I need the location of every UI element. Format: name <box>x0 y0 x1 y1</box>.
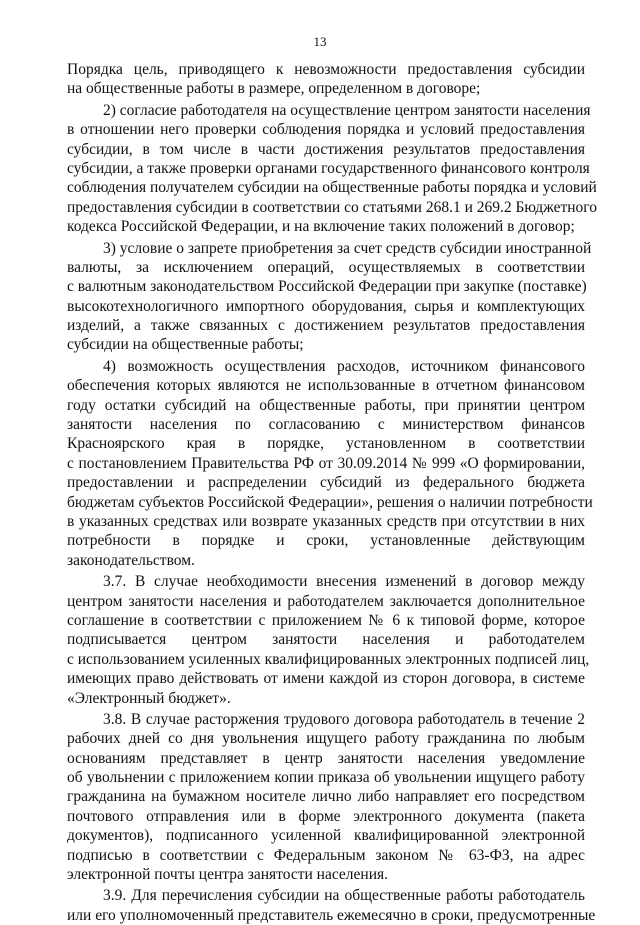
text-line: 3.7. В случае необходимости внесения изменений в договор между <box>103 573 585 591</box>
text-line: 3.8. В случае расторжения трудового договора работодатель в течение 2 <box>103 710 585 728</box>
text-line: году остатки субсидий на общественные работы, при принятии центром <box>67 396 585 414</box>
text-line: 2) согласие работодателя на осуществление центром занятости населения <box>103 101 591 119</box>
text-line: потребности в порядке и сроки, установленные действующим <box>67 532 585 550</box>
text-line: 3) условие о запрете приобретения за счет средств субсидии иностранной <box>103 239 592 257</box>
text-line: обеспечения которых являются не использованные в отчетном финансовом <box>67 377 585 395</box>
text-line: соблюдения получателем субсидии на общественные работы порядка и условий <box>67 179 597 197</box>
text-line: подписью в соответствии с Федеральным законом № 63-ФЗ, на адрес <box>67 846 585 864</box>
text-line: основаниям представляет в центр занятости населения уведомление <box>67 749 585 767</box>
text-line: подписывается центром занятости населения и работодателем <box>67 631 585 649</box>
text-line: в отношении него проверки соблюдения порядка и условий предоставления <box>67 121 585 139</box>
text-line: занятости населения по согласованию с министерством финансов <box>67 416 585 434</box>
text-line: в указанных средствах или возврате указанных средств при отсутствии в них <box>67 512 585 530</box>
text-line: предоставлении и распределении субсидий из федерального бюджета <box>67 474 585 492</box>
text-line: соглашение в соответствии с приложением № 6 к типовой форме, которое <box>67 611 585 629</box>
text-line: субсидии, в том числе в части достижения результатов предоставления <box>67 140 585 158</box>
text-line: высокотехнологичного импортного оборудования, сырья и комплектующих <box>67 297 585 315</box>
text-line: рабочих дней со дня увольнения ищущего работу гражданина по любым <box>67 730 585 748</box>
text-line: Порядка цель, приводящего к невозможности предоставления субсидии <box>67 61 585 78</box>
text-line: на общественные работы в размере, определенном в договоре; <box>67 80 481 98</box>
text-line: 3.9. Для перечисления субсидии на общественные работы работодатель <box>103 887 585 905</box>
text-line: субсидии, а также проверки органами государственного финансового контроля <box>67 159 590 177</box>
text-line: или его уполномоченный представитель ежемесячно в сроки, предусмотренные <box>67 906 596 924</box>
text-line: с постановлением Правительства РФ от 30.09.2014 № 999 «О формировании, <box>67 454 585 472</box>
document-body <box>67 60 598 925</box>
text-line: бюджетам субъектов Российской Федерации», решения о наличии потребности <box>67 493 593 511</box>
text-line: об увольнении с приложением копии приказа об увольнении ищущего работу <box>67 769 585 787</box>
text-line: «Электронный бюджет». <box>67 689 231 707</box>
text-line: с использованием усиленных квалифицированных электронных подписей лиц, <box>67 650 590 668</box>
text-line: имеющих право действовать от имени каждой из сторон договора, в системе <box>67 670 585 688</box>
text-line: субсидии на общественные работы; <box>67 336 304 354</box>
text-line: документов), подписанного усиленной квалифицированной электронной <box>67 827 585 845</box>
text-line: кодекса Российской Федерации, и на включение таких положений в договор; <box>67 218 575 236</box>
text-line: изделий, а также связанных с достижением результатов предоставления <box>67 317 585 335</box>
text-line: предоставления субсидии в соответствии со статьями 268.1 и 269.2 Бюджетного <box>67 198 598 216</box>
text-line: гражданина на бумажном носителе лично либо направляет его посредством <box>67 788 585 806</box>
text-line: Красноярского края в порядке, установленном в соответствии <box>67 435 585 453</box>
page-number: 13 <box>313 34 327 49</box>
text-line: с валютным законодательством Российской Федерации при закупке (поставке) <box>67 278 587 296</box>
text-line: 4) возможность осуществления расходов, источником финансового <box>103 357 585 375</box>
text-line: почтового отправления или в форме электронного документа (пакета <box>67 807 585 825</box>
text-line: электронной почты центра занятости населения. <box>67 866 389 884</box>
text-line: центром занятости населения и работодателем заключается дополнительное <box>67 592 585 610</box>
text-line: законодательством. <box>67 551 195 569</box>
text-line: валюты, за исключением операций, осуществляемых в соответствии <box>67 258 585 276</box>
